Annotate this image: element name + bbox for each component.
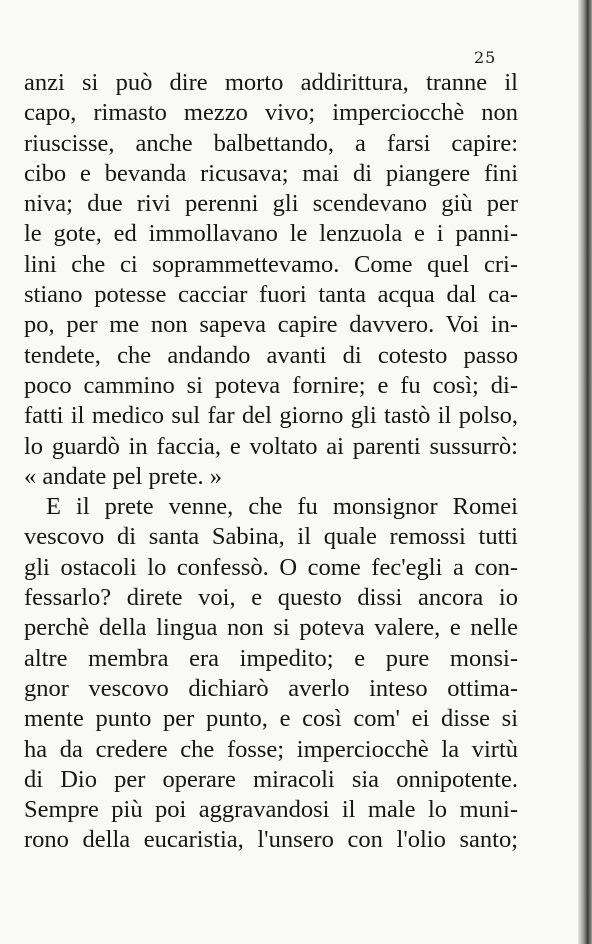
text-line: mente punto per punto, e così com' ei disse si bbox=[24, 705, 518, 733]
text-line: vescovo di santa Sabina, il quale remossi tutti bbox=[24, 523, 518, 551]
text-line: lo guardò in faccia, e voltato ai parenti sussurrò: bbox=[24, 432, 518, 460]
text-line: fatti il medico sul far del giorno gli tastò il polso, bbox=[24, 402, 518, 430]
text-line: altre membra era impedito; e pure monsi- bbox=[24, 644, 518, 672]
page-number: 25 bbox=[474, 48, 497, 67]
text-line: anzi si può dire morto addirittura, tranne il bbox=[24, 69, 518, 96]
text-line: le gote, ed immollavano le lenzuola e i panni- bbox=[24, 220, 518, 248]
text-line: poco cammino si poteva fornire; e fu così; di- bbox=[24, 371, 518, 399]
paragraph-2 bbox=[24, 492, 518, 856]
text-line: di Dio per operare miracoli sia onnipotente. bbox=[24, 765, 518, 793]
text-line: Sempre più poi aggravandosi il male lo muni- bbox=[24, 796, 518, 824]
text-line: riuscisse, anche balbettando, a farsi capire: bbox=[24, 129, 518, 157]
text-line: gnor vescovo dichiarò averlo inteso ottima- bbox=[24, 674, 518, 702]
text-line: lini che ci soprammettevamo. Come quel cri- bbox=[24, 250, 518, 278]
text-line: E il prete venne, che fu monsignor Romei bbox=[46, 493, 518, 521]
paragraph-1 bbox=[24, 68, 518, 492]
text-line: ha da credere che fosse; imperciocchè la virtù bbox=[24, 735, 518, 763]
text-line: « andate pel prete. » bbox=[24, 462, 222, 490]
text-line: fessarlo? direte voi, e questo dissi ancora io bbox=[24, 584, 518, 612]
binding-edge bbox=[578, 0, 592, 944]
text-line: gli ostacoli lo confessò. O come fec'egli a con- bbox=[24, 553, 518, 581]
text-line: tendete, che andando avanti di cotesto passo bbox=[24, 341, 518, 369]
text-line: niva; due rivi perenni gli scendevano giù per bbox=[24, 190, 518, 218]
text-line: perchè della lingua non si poteva valere, e nelle bbox=[24, 614, 518, 642]
text-line: cibo e bevanda ricusava; mai di piangere fini bbox=[24, 159, 518, 187]
text-line: rono della eucaristia, l'unsero con l'olio santo; bbox=[24, 826, 518, 854]
text-line: stiano potesse cacciar fuori tanta acqua dal ca- bbox=[24, 281, 518, 309]
text-line: po, per me non sapeva capire davvero. Voi in- bbox=[24, 311, 518, 339]
text-line: capo, rimasto mezzo vivo; imperciocchè non bbox=[24, 99, 518, 127]
body-text bbox=[24, 68, 518, 856]
